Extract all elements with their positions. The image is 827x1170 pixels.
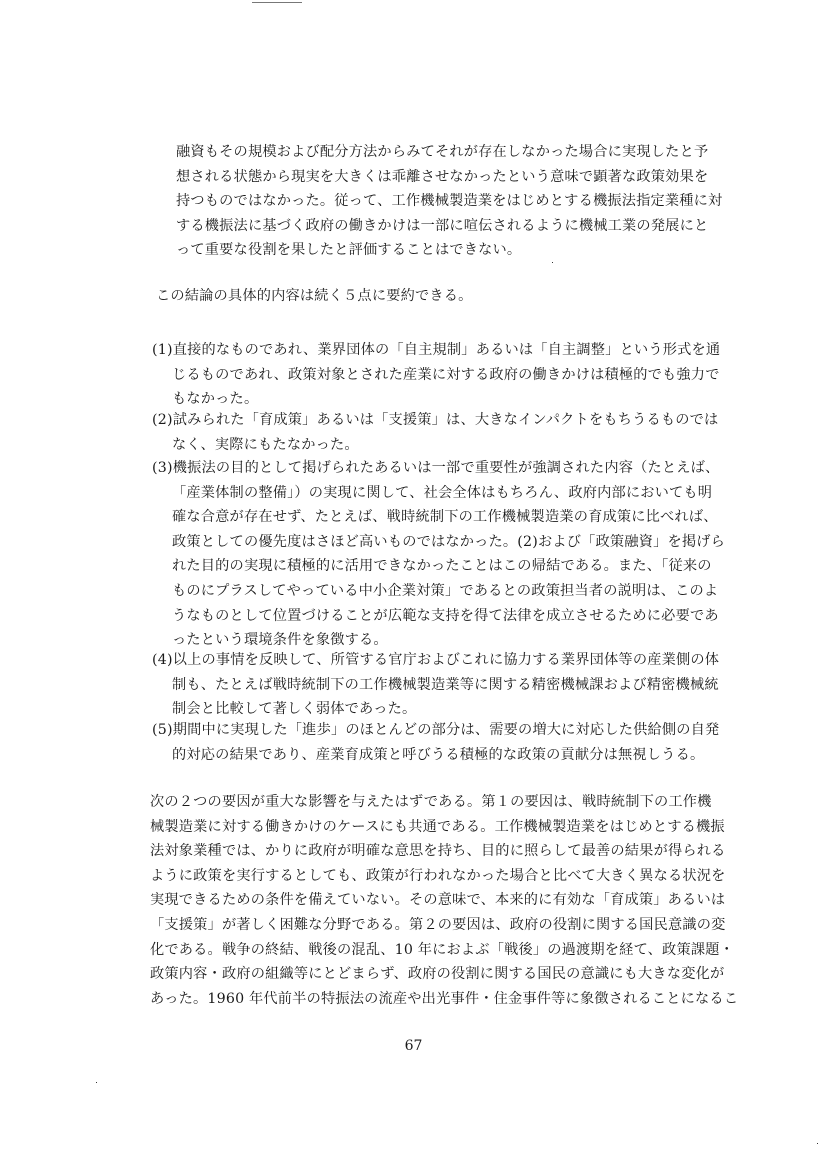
closing-paragraph [150,790,738,1011]
text-line: 的対応の結果であり、産業育成策と呼びうる積極的な政策の貢献分は無視しうる。 [172,746,705,763]
list-item [152,648,719,722]
text-line: 次の２つの要因が重大な影響を与えたはずである。第１の要因は、戦時統制下の工作機 [150,794,712,810]
scan-speck [817,1143,818,1144]
list-item [152,408,718,457]
text-line: 法対象業種では、かりに政府が明確な意思を持ち、目的に照らして最善の結果が得られる [150,843,726,860]
list-item [152,338,720,412]
text-line: 制も、たとえば戦時統制下の工作機械製造業等に関する精密機械課および精密機械統 [172,676,719,693]
list-item [152,456,725,653]
intro-paragraph [176,140,722,263]
text-line: 実現できるための条件を備えていない。その意味で、本来的に有効な「育成策」あるいは [150,892,726,909]
scan-speck [96,1082,97,1083]
text-line: 「支援策」が著しく困難な分野である。第２の要因は、政府の役割に関する国民意識の変 [150,916,726,933]
text-line: 融資もその規模および配分方法からみてそれが存在しなかった場合に実現したと予 [176,144,709,160]
text-line: って重要な役割を果したと評価することはできない。 [176,242,522,259]
text-line: (3)機振法の目的として掲げられたあるいは一部で重要性が強調された内容（たとえば、 [152,460,720,476]
text-line: (4)以上の事情を反映して、所管する官庁およびこれに協力する業界団体等の産業側の体 [152,652,720,668]
text-line: (2)試みられた「育成策」あるいは「支援策」は、大きなインパクトをもちうるものでは [152,412,719,428]
text-line: (1)直接的なものであれ、業界団体の「自主規制」あるいは「自主調整」という形式を通 [152,342,721,358]
text-line: 政策内容・政府の組織等にとどまらず、政府の役割に関する国民の意識にも大きな変化が [150,966,725,983]
text-line: ったという環境条件を象徴する。 [172,632,388,649]
text-line: この結論の具体的内容は続く５点に要約できる。 [156,288,473,304]
summary-lead [156,284,473,309]
text-line: じるものであれ、政策対象とされた産業に対する政府の働きかけは積極的でも強力で [172,366,720,383]
text-line: 持つものではなかった。従って、工作機械製造業をはじめとする機振法指定業種に対 [176,193,723,210]
text-line: ように政策を実行するとしても、政策が行われなかった場合と比べて大きく異なる状況を [150,867,726,884]
scan-mark-top [252,2,302,3]
text-line: (5)期間中に実現した「進歩」のほとんどの部分は、需要の増大に対応した供給側の自発 [152,722,720,738]
text-line: する機振法に基づく政府の働きかけは一部に喧伝されるように機械工業の発展にと [176,217,709,234]
text-line: れた目的の実現に積極的に活用できなかったことはこの帰結である。また、「従来の [172,558,712,575]
text-line: なく、実際にもたなかった。 [172,436,359,453]
text-line: 想される状態から現実を大きくは乖離させなかったという意味で顕著な政策効果を [176,168,709,185]
text-line: 政策としての優先度はさほど高いものではなかった。(2)および「政策融資」を掲げら [172,533,726,550]
scan-speck [552,262,553,263]
list-item [152,718,719,767]
text-line: 制会と比較して著しく弱体であった。 [172,701,417,718]
text-line: もなかった。 [172,391,259,408]
text-line: ものにプラスしてやっている中小企業対策」であるとの政策担当者の説明は、このよ [172,582,719,599]
page-number: 67 [404,1038,423,1054]
text-line: 械製造業に対する働きかけのケースにも共通である。工作機械製造業をはじめとする機振 [150,818,725,835]
text-line: 「産業体制の整備」）の実現に関して、社会全体はもちろん、政府内部においても明 [172,484,713,501]
text-line: うなものとして位置づけることが広範な支持を得て法律を成立させるために必要であ [172,607,719,624]
text-line: 確な合意が存在せず、たとえば、戦時統制下の工作機械製造業の育成策に比べれば、 [172,509,718,526]
text-line: 化である。戦争の終結、戦後の混乱、10 年におよぶ「戦後」の過渡期を経て、政策課題・ [150,941,734,958]
text-line: あった。1960 年代前半の特振法の流産や出光事件・住金事件等に象徴されることになるこ [150,990,739,1007]
